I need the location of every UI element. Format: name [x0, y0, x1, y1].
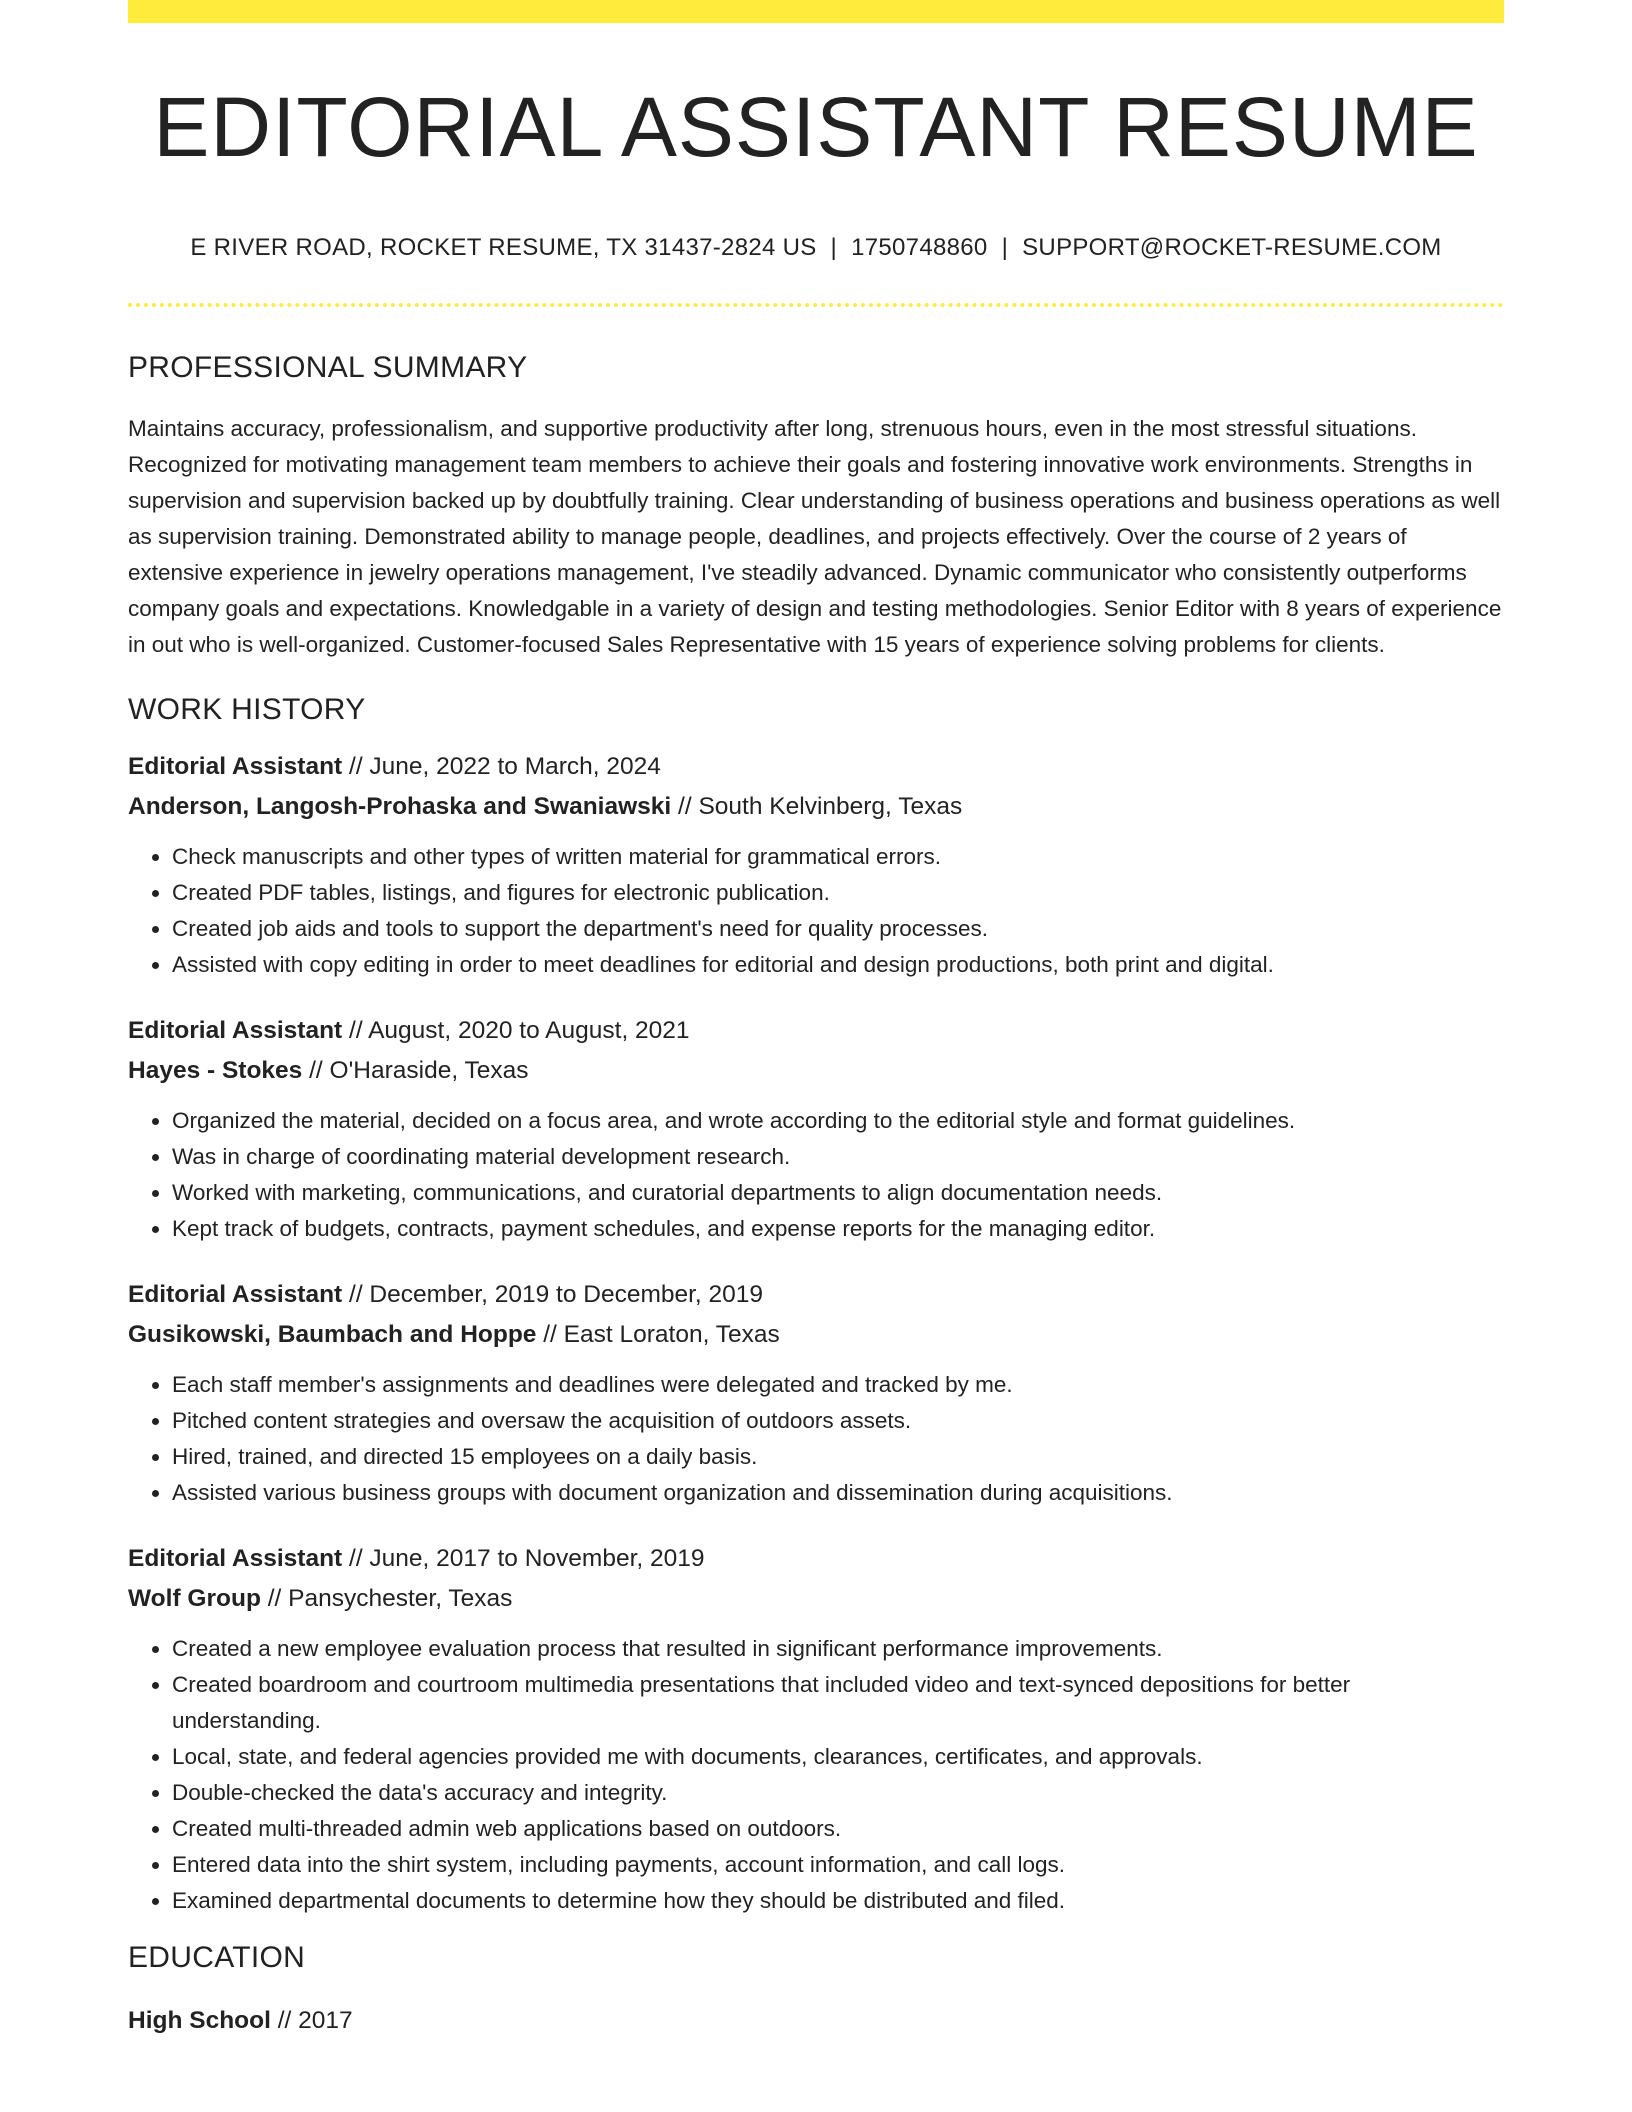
education-name: High School [128, 2007, 271, 2034]
job-title-line [128, 1539, 1504, 1579]
job-bullet-item: • Organized the material, decided on a focus area, and wrote according to the editorial style and format guidelines. [172, 1103, 1504, 1139]
job-dates: // December, 2019 to December, 2019 [342, 1281, 764, 1308]
job-bullet-item: • Local, state, and federal agencies provided me with documents, clearances, certificates, and approvals. [172, 1739, 1504, 1775]
job-company: Hayes - Stokes [128, 1057, 303, 1084]
job-bullet-item: • Assisted with copy editing in order to meet deadlines for editorial and design productions, both print and digital. [172, 947, 1504, 983]
job-bullet-item: • Examined departmental documents to determine how they should be distributed and filed. [172, 1883, 1504, 1919]
job-bullets [128, 1103, 1504, 1247]
job-bullet-item: • Kept track of budgets, contracts, payment schedules, and expense reports for the managing editor. [172, 1211, 1504, 1247]
job-bullet-item: • Pitched content strategies and oversaw the acquisition of outdoors assets. [172, 1403, 1504, 1439]
education-heading: EDUCATION [128, 1941, 306, 1974]
dotted-divider [128, 303, 1504, 307]
job-bullet-item: • Created a new employee evaluation process that resulted in significant performance improvements. [172, 1631, 1504, 1667]
education-list [128, 2001, 1504, 2041]
job-bullet-item: • Assisted various business groups with document organization and dissemination during acquisitions. [172, 1475, 1504, 1511]
contact-address: E RIVER ROAD, ROCKET RESUME, TX 31437-2824 US [190, 234, 817, 261]
job-company: Gusikowski, Baumbach and Hoppe [128, 1321, 537, 1348]
job-entry [128, 1275, 1504, 1511]
job-title: Editorial Assistant [128, 1281, 343, 1308]
contact-phone: 1750748860 [851, 234, 988, 261]
work-history-list [128, 747, 1504, 1919]
job-bullet-item: • Created job aids and tools to support the department's need for quality processes. [172, 911, 1504, 947]
job-bullet-item: • Entered data into the shirt system, including payments, account information, and call logs. [172, 1847, 1504, 1883]
job-company-line [128, 1315, 1504, 1355]
job-dates: // August, 2020 to August, 2021 [342, 1017, 690, 1044]
contact-separator: | [1001, 234, 1009, 261]
job-title-line [128, 1011, 1504, 1051]
contact-line [128, 236, 1504, 260]
job-bullet-item: • Hired, trained, and directed 15 employees on a daily basis. [172, 1439, 1504, 1475]
job-title: Editorial Assistant [128, 1545, 343, 1572]
summary-heading: PROFESSIONAL SUMMARY [128, 351, 528, 384]
job-location: // South Kelvinberg, Texas [671, 793, 963, 820]
summary-text: Maintains accuracy, professionalism, and supportive productivity after long, strenuous hours, even in the most stressful situations. Recognized for motivating management team members to achieve their goals and fostering innovative work environments. Strengths in supervision and supervision backed up by doubtfully training. Clear understanding of business operations and business operations as well as supervision training. Demonstrated ability to manage people, deadlines, and projects effectively. Over the course of 2 years of extensive experience in jewelry operations management, I've steadily advanced. Dynamic communicator who consistently outperforms company goals and expectations. Knowledgable in a variety of design and testing methodologies. Senior Editor with 8 years of experience in out who is well-organized. Customer-focused Sales Representative with 15 years of experience solving problems for clients. [128, 416, 1502, 657]
job-location: // O'Haraside, Texas [302, 1057, 529, 1084]
job-bullet-item: • Check manuscripts and other types of written material for grammatical errors. [172, 839, 1504, 875]
job-bullet-item: • Created multi-threaded admin web applications based on outdoors. [172, 1811, 1504, 1847]
job-bullet-item: • Created PDF tables, listings, and figures for electronic publication. [172, 875, 1504, 911]
job-dates: // June, 2022 to March, 2024 [342, 753, 661, 780]
job-entry [128, 747, 1504, 983]
accent-top-bar [128, 0, 1504, 23]
job-bullet-item: • Double-checked the data's accuracy and integrity. [172, 1775, 1504, 1811]
job-company: Wolf Group [128, 1585, 261, 1612]
job-bullet-item: • Created boardroom and courtroom multimedia presentations that included video and text-synced depositions for better understanding. [172, 1667, 1504, 1739]
job-title: Editorial Assistant [128, 753, 343, 780]
education-year: // 2017 [270, 2007, 353, 2034]
job-bullet-item: • Each staff member's assignments and deadlines were delegated and tracked by me. [172, 1367, 1504, 1403]
job-bullet-item: • Worked with marketing, communications, and curatorial departments to align documentation needs. [172, 1175, 1504, 1211]
job-location: // Pansychester, Texas [260, 1585, 513, 1612]
job-bullets [128, 839, 1504, 983]
job-entry [128, 1011, 1504, 1247]
job-company: Anderson, Langosh-Prohaska and Swaniawski [128, 793, 672, 820]
job-title: Editorial Assistant [128, 1017, 343, 1044]
education-item [128, 2001, 1504, 2041]
job-title-line [128, 747, 1504, 787]
resume-title: EDITORIAL ASSISTANT RESUME [153, 80, 1479, 174]
job-location: // East Loraton, Texas [536, 1321, 780, 1348]
job-dates: // June, 2017 to November, 2019 [342, 1545, 705, 1572]
job-company-line [128, 1579, 1504, 1619]
work-history-heading: WORK HISTORY [128, 693, 366, 726]
job-entry [128, 1539, 1504, 1919]
job-company-line [128, 1051, 1504, 1091]
resume-page [128, 0, 1504, 2041]
job-bullet-item: • Was in charge of coordinating material development research. [172, 1139, 1504, 1175]
job-title-line [128, 1275, 1504, 1315]
job-bullets [128, 1367, 1504, 1511]
contact-email: SUPPORT@ROCKET-RESUME.COM [1022, 234, 1442, 261]
job-company-line [128, 787, 1504, 827]
contact-separator: | [830, 234, 838, 261]
job-bullets [128, 1631, 1504, 1919]
